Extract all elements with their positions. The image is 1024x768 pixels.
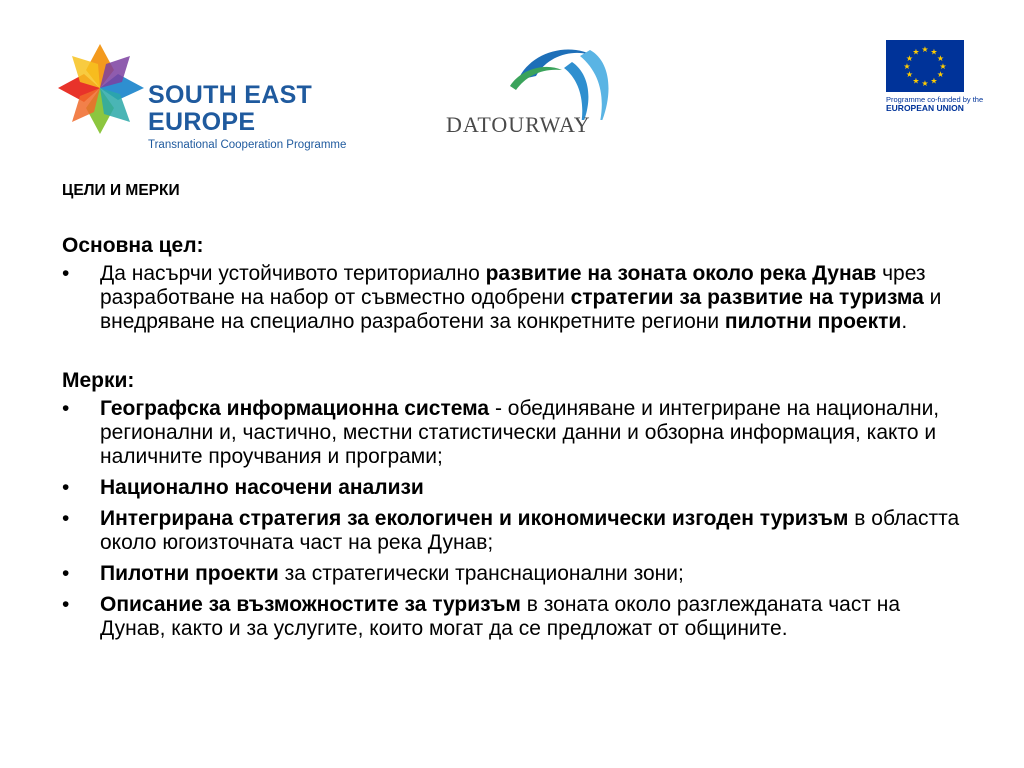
text: и внедряване на специално разработени за конкретните региони bbox=[100, 286, 942, 333]
bold-text: Географска информационна система bbox=[100, 397, 490, 420]
list-item bbox=[62, 476, 962, 500]
see-logo-subtitle: Transnational Cooperation Programme bbox=[148, 139, 347, 151]
text: за стратегически транснационални зони; bbox=[278, 562, 684, 585]
wave-icon bbox=[440, 40, 620, 120]
svg-text:★: ★ bbox=[912, 76, 920, 86]
svg-text:★: ★ bbox=[921, 45, 929, 54]
measures-list bbox=[62, 397, 962, 641]
svg-text:★: ★ bbox=[930, 47, 938, 57]
datourway-logo-text: DATOURWAY bbox=[446, 112, 591, 137]
section-title: ЦЕЛИ И МЕРКИ bbox=[62, 182, 180, 199]
svg-text:★: ★ bbox=[912, 47, 920, 57]
bold-text: пилотни проекти bbox=[724, 310, 902, 333]
text: в областта около югоизточната част на река Дунав; bbox=[100, 507, 960, 554]
text: чрез разработване на набор от съвместно одобрени bbox=[100, 262, 926, 309]
text: - обединяване и интегриране на национални, регионални и, частично, местни статистически данни и обзорна информация, както и наличните проучвания и програми; bbox=[100, 397, 940, 468]
list-item bbox=[62, 562, 962, 586]
eu-caption-line1: Programme co-funded by the bbox=[886, 95, 984, 104]
south-east-europe-logo bbox=[58, 42, 347, 151]
measures-heading: Мерки: bbox=[62, 369, 135, 392]
svg-text:★: ★ bbox=[905, 54, 914, 63]
see-flower-icon bbox=[58, 42, 148, 137]
svg-text:★: ★ bbox=[930, 76, 938, 86]
eu-caption bbox=[886, 95, 983, 113]
eu-caption-line2: EUROPEAN UNION bbox=[886, 103, 964, 113]
datourway-logo bbox=[440, 40, 620, 140]
goal-heading: Основна цел: bbox=[62, 234, 204, 257]
list-item bbox=[62, 262, 962, 334]
slide-content bbox=[62, 234, 962, 648]
text: Да насърчи устойчивото териториално bbox=[100, 262, 486, 285]
svg-text:★: ★ bbox=[936, 54, 945, 63]
goal-list bbox=[62, 262, 962, 334]
see-logo-line1: SOUTH EAST bbox=[148, 81, 313, 109]
list-item bbox=[62, 593, 962, 641]
see-logo-line2: EUROPE bbox=[148, 108, 256, 136]
bold-text: Пилотни проекти bbox=[100, 562, 279, 585]
list-item bbox=[62, 397, 962, 469]
bold-text: Национално насочени анализи bbox=[100, 476, 424, 499]
svg-text:★: ★ bbox=[936, 70, 945, 79]
list-item bbox=[62, 507, 962, 555]
bold-text: развитие на зоната около река Дунав bbox=[485, 262, 877, 285]
eu-logo bbox=[886, 40, 984, 115]
svg-text:★: ★ bbox=[903, 62, 911, 71]
text: . bbox=[901, 310, 908, 333]
bold-text: Интегрирана стратегия за екологичен и икономически изгоден туризъм bbox=[100, 507, 849, 530]
eu-flag-icon bbox=[886, 40, 964, 92]
bold-text: Описание за възможностите за туризъм bbox=[100, 593, 521, 616]
text: в зоната около разглежданата част на Дунав, както и за услугите, които могат да се предложат от общините. bbox=[100, 593, 901, 640]
svg-text:★: ★ bbox=[905, 70, 914, 79]
svg-text:★: ★ bbox=[939, 62, 947, 71]
svg-text:★: ★ bbox=[921, 79, 929, 88]
bold-text: стратегии за развитие на туризма bbox=[570, 286, 924, 309]
